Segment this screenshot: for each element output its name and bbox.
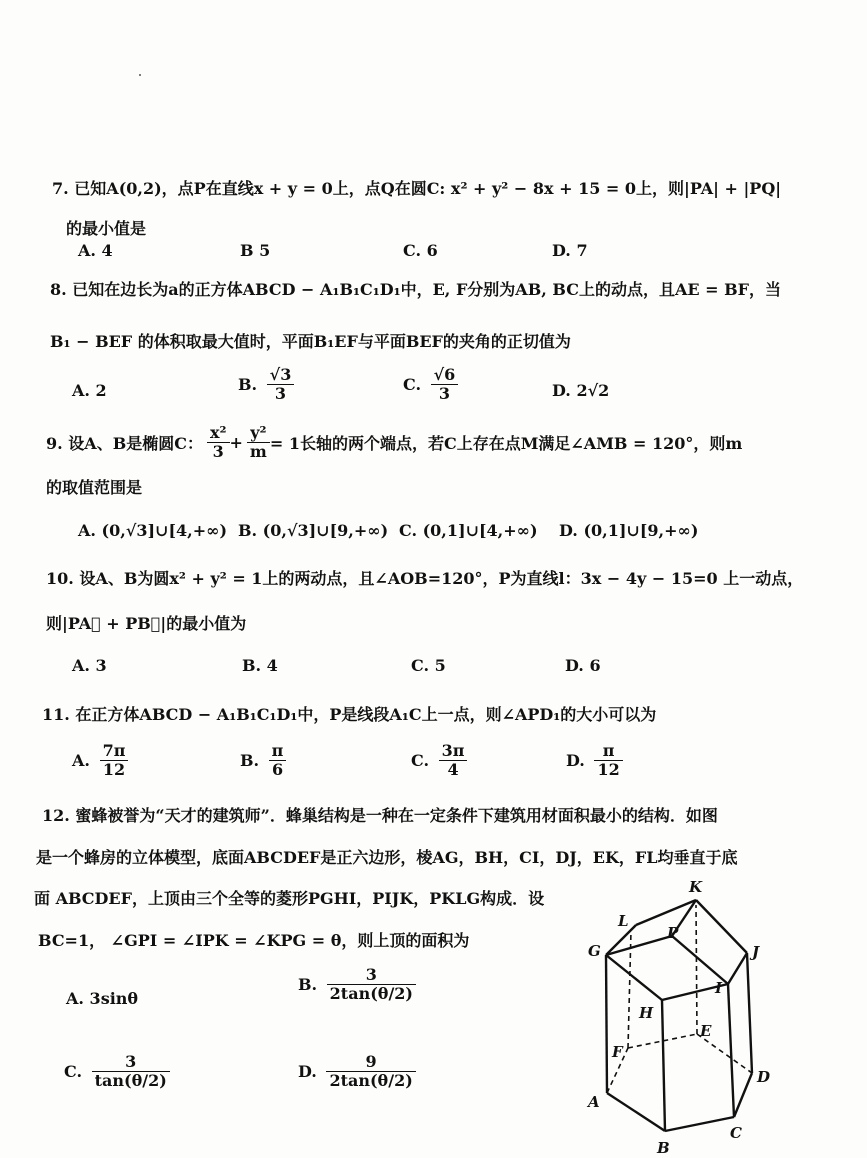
q8-option-c-den: 3 [438, 384, 450, 404]
q8-option-c-label: C. [403, 375, 422, 395]
q9-stem-pre: 9. 设A、B是椭圆C： [46, 434, 203, 454]
q9-stem-post: = 1长轴的两个端点，若C上存在点M满足∠AMB = 120°，则m [269, 434, 743, 454]
vertex-label-E: E [700, 1022, 712, 1040]
q12-option-b-num: 3 [327, 966, 416, 985]
edge-G-H [606, 955, 662, 1000]
q8-option-b-label: B. [238, 375, 258, 395]
edge-A-G [606, 955, 607, 1093]
q12-option-d-den: 2tan(θ/2) [329, 1071, 413, 1091]
vertex-label-F: F [612, 1043, 623, 1061]
vertex-label-L: L [618, 912, 629, 930]
q11-option-c-label: C. [411, 751, 430, 771]
q9-option-d: D. (0,1]∪[9,+∞) [559, 521, 699, 540]
q7-option-a: A. 4 [78, 241, 113, 260]
edge-J-K [696, 900, 747, 953]
q10-option-b: B. 4 [242, 656, 278, 675]
q9-option-a: A. (0,√3]∪[4,+∞) [78, 521, 228, 540]
edge-I-J [728, 953, 747, 984]
q11-option-b-den: 6 [271, 760, 284, 780]
edge-C-I [728, 984, 734, 1117]
q7-stem-line1: 7. 已知A(0,2)，点P在直线x + y = 0上，点Q在圆C: x² + y² − 8x + 15 = 0上，则|PA| + |PQ| [52, 179, 782, 198]
q10-stem-line1: 10. 设A、B为圆x² + y² = 1上的两动点，且∠AOB=120°，P为直线l：3x − 4y − 15=0 上一动点， [46, 569, 804, 588]
q8-option-c-num: √6 [431, 366, 459, 385]
edge-D-J [747, 953, 752, 1073]
q9-stem-line2: 的取值范围是 [46, 478, 143, 497]
q12-option-b-den: 2tan(θ/2) [329, 984, 413, 1004]
q10-option-d: D. 6 [565, 656, 601, 675]
q8-option-d: D. 2√2 [552, 381, 610, 400]
vertex-label-A: A [588, 1093, 600, 1111]
q11-option-d-num: π [594, 742, 622, 761]
q7-stem-line2: 的最小值是 [66, 219, 147, 238]
q9-frac-x-num: x² [207, 424, 230, 443]
q8-option-b-num: √3 [267, 366, 295, 385]
q11-option-b-num: π [269, 742, 287, 761]
q12-option-d-num: 9 [326, 1053, 415, 1072]
q11-option-d-label: D. [566, 751, 585, 771]
edge-A-B [607, 1093, 665, 1131]
vertex-label-P: P [667, 924, 679, 942]
q9-option-b: B. (0,√3]∪[9,+∞) [238, 521, 389, 540]
vertex-label-H: H [639, 1004, 654, 1022]
q11-option-a-num: 7π [100, 742, 129, 761]
q12-option-b-label: B. [298, 975, 318, 995]
q12-option-c-label: C. [64, 1062, 83, 1082]
q11-option-a-label: A. [72, 751, 90, 771]
vertex-label-C: C [730, 1124, 742, 1142]
vertex-label-D: D [757, 1068, 771, 1086]
q9-frac-x-den: 3 [212, 442, 224, 462]
q8-stem-line2: B₁ − BEF 的体积取最大值时，平面B₁EF与平面BEF的夹角的正切值为 [50, 332, 571, 351]
q11-option-b-label: B. [240, 751, 260, 771]
q11-stem: 11. 在正方体ABCD − A₁B₁C₁D₁中，P是线段A₁C上一点，则∠APD₁的大小可以为 [42, 705, 657, 724]
q11-option-a-den: 12 [102, 760, 126, 780]
edge-B-C [665, 1117, 734, 1131]
q10-stem-line2: 则|PA⃗ + PB⃗|的最小值为 [46, 614, 247, 633]
q10-option-a: A. 3 [72, 656, 107, 675]
q7-option-d: D. 7 [552, 241, 588, 260]
q8-option-a: A. 2 [72, 381, 107, 400]
q10-option-c: C. 5 [411, 656, 446, 675]
vertex-label-J: J [752, 943, 760, 961]
vertex-label-G: G [588, 942, 601, 960]
q12-option-d-label: D. [298, 1062, 317, 1082]
q12-option-c-den: tan(θ/2) [94, 1071, 167, 1091]
hidden-edge-E-K [696, 905, 697, 1034]
vertex-label-B: B [657, 1139, 670, 1157]
q11-option-c-den: 4 [447, 760, 459, 780]
q8-stem-line1: 8. 已知在边长为a的正方体ABCD − A₁B₁C₁D₁中，E, F分别为AB, BC上的动点，且AE = BF，当 [50, 280, 781, 299]
vertex-label-I: I [715, 979, 723, 997]
edge-C-D [734, 1073, 752, 1117]
q8-option-b-den: 3 [274, 384, 287, 404]
edge-B-H [662, 1000, 665, 1131]
q12-stem-line1: 12. 蜜蜂被誉为“天才的建筑师”．蜂巢结构是一种在一定条件下建筑用材面积最小的结构．如图 [42, 806, 718, 825]
q9-option-c: C. (0,1]∪[4,+∞) [399, 521, 538, 540]
q11-option-d-den: 12 [597, 760, 620, 780]
q11-option-c-num: 3π [439, 742, 468, 761]
q12-option-a: A. 3sinθ [66, 989, 139, 1008]
q9-plus: + [229, 433, 243, 453]
q12-stem-line2: 是一个蜂房的立体模型，底面ABCDEF是正六边形，棱AG，BH，CI，DJ，EK，FL均垂直于底 [36, 848, 738, 867]
q9-frac-y-den: m [249, 442, 267, 462]
q12-stem-line3: 面 ABCDEF，上顶由三个全等的菱形PGHI，PIJK，PKLG构成．设 [34, 889, 545, 908]
q7-option-c: C. 6 [403, 241, 438, 260]
q12-stem-line4: BC=1， ∠GPI = ∠IPK = ∠KPG = θ，则上顶的面积为 [38, 931, 470, 950]
vertex-label-K: K [689, 878, 703, 896]
q9-frac-y-num: y² [247, 424, 270, 443]
q12-option-c-num: 3 [92, 1053, 170, 1072]
q7-option-b: B 5 [240, 241, 271, 260]
edge-P-I [672, 936, 728, 984]
